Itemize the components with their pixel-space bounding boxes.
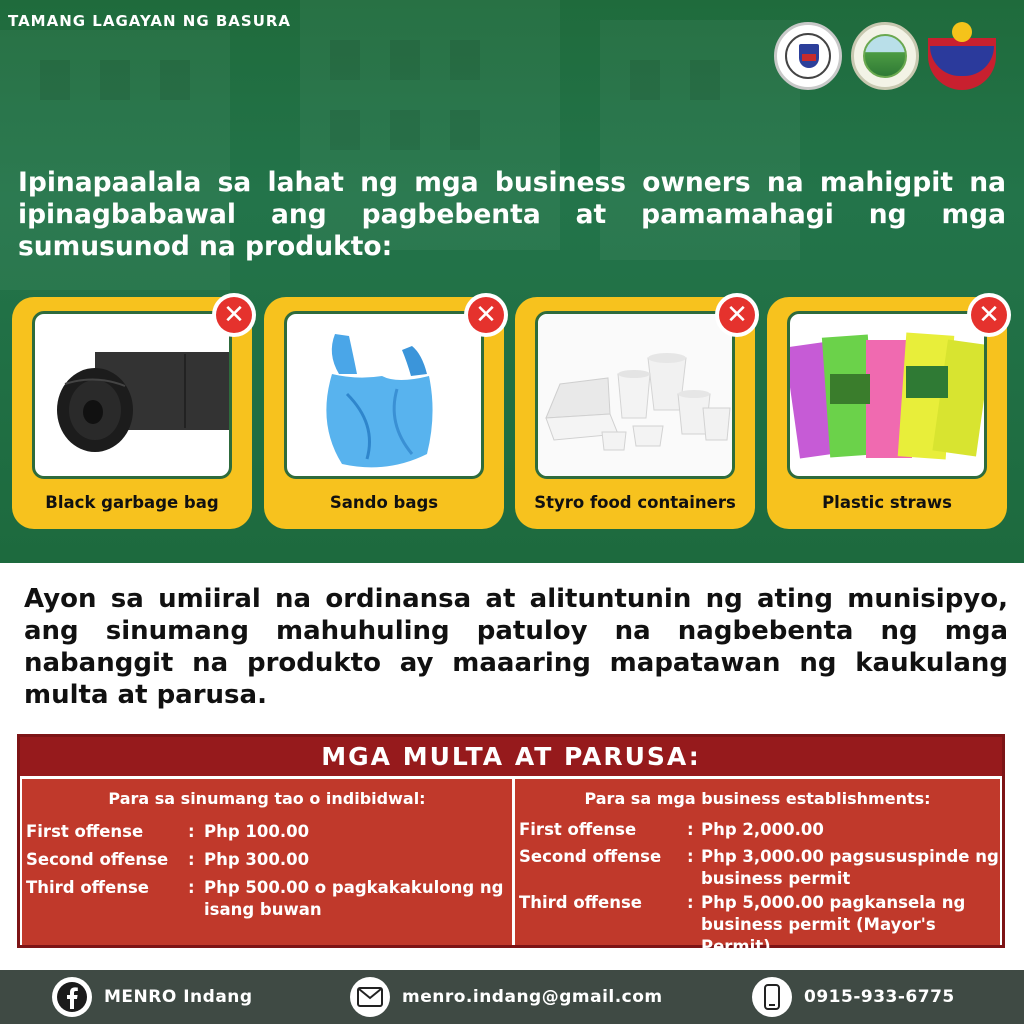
- penalty-value: Php 3,000.00 pagsususpinde ng business permit: [701, 847, 999, 888]
- penalty-value: Php 2,000.00: [701, 820, 824, 839]
- ordinance-text: Ayon sa umiiral na ordinansa at alituntunin ng ating munisipyo, ang sinumang mahuhuling patuloy na nagbebenta ng mga nabanggit na produkto ay maaaring mapatawan ng kaukulang multa at parusa.: [24, 584, 1008, 710]
- separator: :: [687, 893, 694, 912]
- fines-table: [17, 734, 1005, 956]
- offense-label: First offense: [519, 820, 637, 839]
- penalty-value: Php 100.00: [204, 822, 310, 841]
- separator: :: [188, 850, 195, 869]
- email-contact[interactable]: [350, 970, 663, 1024]
- separator: :: [188, 822, 195, 841]
- phone-number: 0915-933-6775: [804, 987, 955, 1007]
- product-card-styro: [515, 297, 755, 529]
- separator: :: [687, 847, 694, 866]
- offense-label: First offense: [26, 822, 144, 841]
- styro-containers-image: [535, 311, 735, 479]
- offense-label: Third offense: [519, 893, 643, 912]
- separator: :: [188, 878, 195, 897]
- intro-text: Ipinapaalala sa lahat ng mga business owners na mahigpit na ipinagbabawal ang pagbebenta at pamamahagi ng mga sumusunod na produkto:: [18, 167, 1006, 262]
- product-label: Styro food containers: [534, 493, 736, 512]
- facebook-contact[interactable]: [52, 970, 253, 1024]
- product-card-straws: [767, 297, 1007, 529]
- plastic-straws-image: [787, 311, 987, 479]
- product-label: Plastic straws: [822, 493, 952, 512]
- product-card-garbage-bag: [12, 297, 252, 529]
- prohibited-icon: ✕: [212, 293, 256, 337]
- offense-label: Second offense: [26, 850, 169, 869]
- black-garbage-bag-image: [32, 311, 232, 479]
- prohibited-icon: ✕: [715, 293, 759, 337]
- contact-footer: [0, 970, 1024, 1024]
- facebook-page-name: MENRO Indang: [104, 987, 253, 1007]
- phone-icon: [752, 977, 792, 1017]
- prohibited-icon: ✕: [967, 293, 1011, 337]
- fines-title: MGA MULTA AT PARUSA:: [20, 737, 1002, 776]
- individual-fines: [22, 779, 512, 945]
- penalty-value: Php 5,000.00 pagkansela ng business permit (Mayor's Permit): [701, 893, 966, 956]
- phone-contact[interactable]: [752, 970, 955, 1024]
- separator: :: [687, 820, 694, 839]
- bagong-pilipinas-logo: [928, 22, 996, 90]
- municipal-seal-logo: [774, 22, 842, 90]
- business-fines: [515, 779, 1000, 956]
- penalty-value: Php 300.00: [204, 850, 310, 869]
- email-address: menro.indang@gmail.com: [402, 987, 663, 1007]
- offense-label: Second offense: [519, 847, 662, 866]
- product-card-sando-bags: [264, 297, 504, 529]
- prohibited-icon: ✕: [464, 293, 508, 337]
- business-fines-title: Para sa mga business establishments:: [584, 789, 931, 808]
- facebook-icon: [52, 977, 92, 1017]
- product-label: Sando bags: [329, 493, 439, 512]
- offense-label: Third offense: [26, 878, 150, 897]
- penalty-value: Php 500.00 o pagkakakulong ng isang buwan: [204, 878, 504, 919]
- campaign-title: TAMANG LAGAYAN NG BASURA: [8, 12, 292, 30]
- individual-fines-title: Para sa sinumang tao o indibidwal:: [108, 789, 426, 808]
- product-label: Black garbage bag: [45, 493, 219, 512]
- email-icon: [350, 977, 390, 1017]
- environment-office-logo: [851, 22, 919, 90]
- sando-bag-image: [284, 311, 484, 479]
